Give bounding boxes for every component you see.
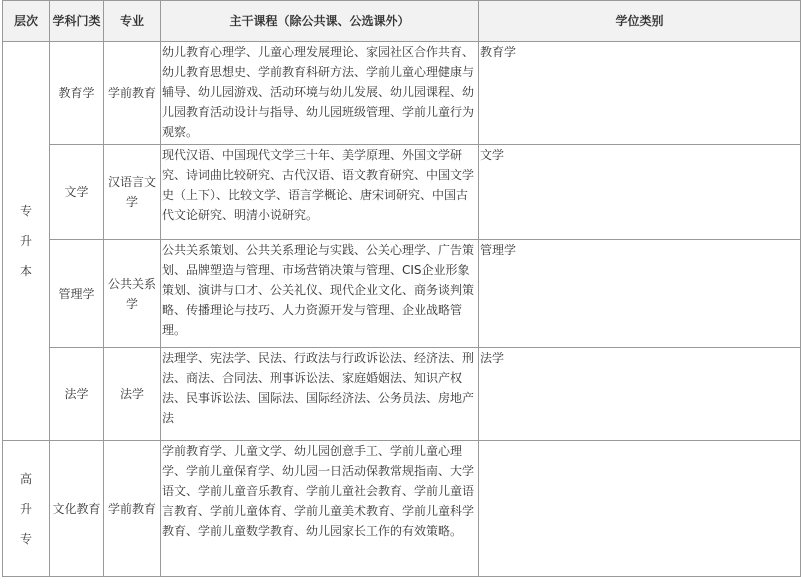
header-major: 专业	[104, 1, 161, 42]
courses-cell: 幼儿教育心理学、儿童心理发展理论、家园社区合作共育、幼儿教育思想史、学前教育科研方法、学前儿童心理健康与辅导、幼儿园游戏、活动环境与幼儿发展、幼儿园课程、幼儿园教育活动设计与指导、幼儿园班级管理、学前儿童行为观察。	[161, 42, 479, 145]
curriculum-table	[2, 0, 801, 577]
level-char: 本	[19, 264, 32, 278]
courses-cell: 学前教育学、儿童文学、幼儿园创意手工、学前儿童心理学、学前儿童保育学、幼儿园一日活动保教常规指南、大学语文、学前儿童音乐教育、学前儿童社会教育、学前儿童语言教育、学前儿童体育、学前儿童美术教育、学前儿童科学教育、学前儿童数学教育、幼儿园家长工作的有效策略。	[161, 441, 479, 577]
header-degree: 学位类别	[479, 1, 801, 42]
level-char: 专	[19, 531, 32, 546]
courses-cell: 公共关系策划、公共关系理论与实践、公关心理学、广告策划、品牌塑造与管理、市场营销决策与管理、CIS企业形象策划、演讲与口才、公关礼仪、现代企业文化、商务谈判策略、传播理论与技巧、人力资源开发与管理、企业战略管理。	[161, 240, 479, 348]
header-level: 层次	[3, 1, 50, 42]
category-cell: 法学	[50, 348, 104, 441]
table-row	[3, 348, 801, 441]
courses-cell: 现代汉语、中国现代文学三十年、美学原理、外国文学研究、诗词曲比较研究、古代汉语、语文教育研究、中国文学史（上下）、比较文学、语言学概论、唐宋词研究、中国古代文论研究、明清小说研究。	[161, 145, 479, 240]
level-char: 升	[19, 501, 32, 516]
degree-cell: 文学	[479, 145, 801, 240]
major-cell: 汉语言文学	[104, 145, 161, 240]
level-char: 升	[19, 234, 32, 248]
table-row	[3, 145, 801, 240]
degree-cell	[479, 441, 801, 577]
major-cell: 学前教育	[104, 42, 161, 145]
header-category: 学科门类	[50, 1, 104, 42]
table-header-row	[3, 1, 801, 42]
table-row	[3, 441, 801, 577]
level-char: 高	[19, 471, 32, 486]
table-row	[3, 42, 801, 145]
major-cell: 公共关系学	[104, 240, 161, 348]
degree-cell: 教育学	[479, 42, 801, 145]
category-cell: 文化教育	[50, 441, 104, 577]
level-cell-vocational	[3, 441, 50, 577]
degree-cell: 法学	[479, 348, 801, 441]
header-courses: 主干课程（除公共课、公选课外）	[161, 1, 479, 42]
major-cell: 法学	[104, 348, 161, 441]
category-cell: 教育学	[50, 42, 104, 145]
table-row	[3, 240, 801, 348]
level-cell-upgrade	[3, 42, 50, 441]
degree-cell: 管理学	[479, 240, 801, 348]
major-cell: 学前教育	[104, 441, 161, 577]
category-cell: 管理学	[50, 240, 104, 348]
courses-cell: 法理学、宪法学、民法、行政法与行政诉讼法、经济法、刑法、商法、合同法、刑事诉讼法、家庭婚姻法、知识产权法、民事诉讼法、国际法、国际经济法、公务员法、房地产法	[161, 348, 479, 441]
level-char: 专	[19, 204, 32, 218]
category-cell: 文学	[50, 145, 104, 240]
